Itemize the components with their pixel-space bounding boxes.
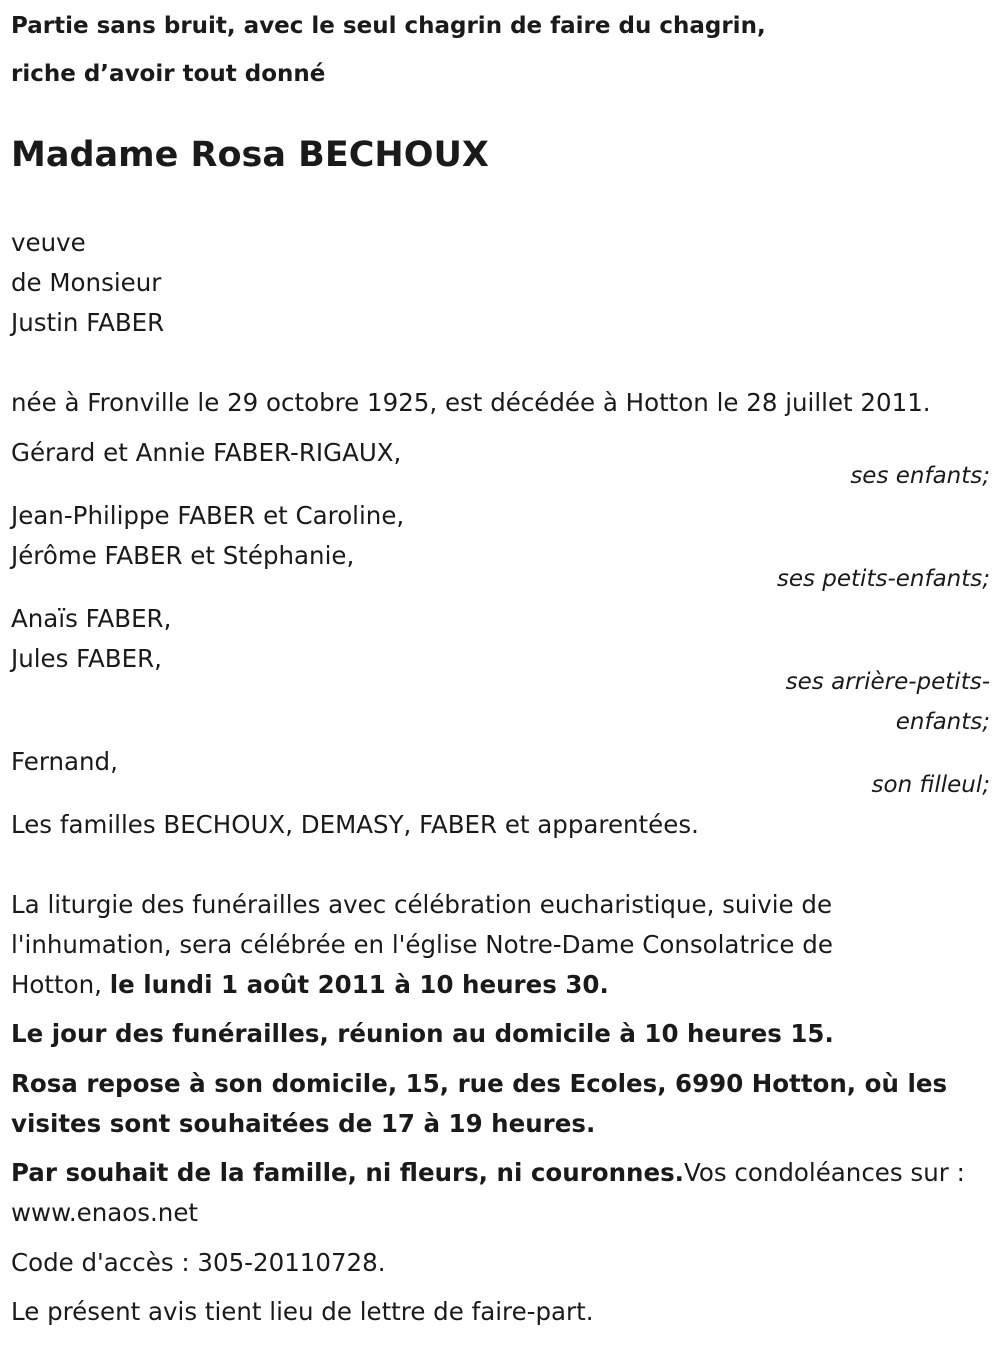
website-link[interactable]: www.enaos.net xyxy=(11,1198,199,1227)
godson-name: Fernand, xyxy=(11,747,118,776)
widow-line-2: de Monsieur xyxy=(11,268,162,297)
meeting-line: Le jour des funérailles, réunion au domicile à 10 heures 15. xyxy=(11,1019,834,1048)
epigraph-line-1: Partie sans bruit, avec le seul chagrin de faire du chagrin, xyxy=(11,13,766,39)
liturgy-line-2: l'inhumation, sera célébrée en l'église Notre-Dame Consolatrice de xyxy=(11,930,833,959)
grandchildren-role: ses petits-enfants; xyxy=(776,566,990,592)
condolences-label: Vos condoléances sur : xyxy=(683,1158,965,1187)
liturgy-line-1: La liturgie des funérailles avec célébration eucharistique, suivie de xyxy=(11,890,833,919)
widow-line-3: Justin FABER xyxy=(11,308,165,337)
birth-death-line: née à Fronville le 29 octobre 1925, est décédée à Hotton le 28 juillet 2011. xyxy=(11,388,931,417)
liturgy-date-time: le lundi 1 août 2011 à 10 heures 30. xyxy=(109,970,609,999)
liturgy-place: Hotton, xyxy=(11,970,110,999)
deceased-name: Madame Rosa BECHOUX xyxy=(11,135,489,175)
great-grandchildren-role-line-1: ses arrière-petits- xyxy=(785,669,990,695)
godson-role: son filleul; xyxy=(871,772,990,798)
great-grandchild-name-2: Jules FABER, xyxy=(11,644,162,673)
epigraph-line-2: riche d’avoir tout donné xyxy=(11,61,326,87)
children-name-1: Gérard et Annie FABER-RIGAUX, xyxy=(11,438,402,467)
grandchild-name-1: Jean-Philippe FABER et Caroline, xyxy=(11,501,405,530)
grandchild-name-2: Jérôme FABER et Stéphanie, xyxy=(11,541,355,570)
great-grandchild-name-1: Anaïs FABER, xyxy=(11,604,172,633)
liturgy-line-3 xyxy=(11,970,609,1000)
widow-line-1: veuve xyxy=(11,228,86,257)
great-grandchildren-role-line-2: enfants; xyxy=(895,709,990,735)
wish-no-flowers: Par souhait de la famille, ni fleurs, ni couronnes. xyxy=(11,1158,684,1187)
families-line: Les familles BECHOUX, DEMASY, FABER et apparentées. xyxy=(11,810,699,839)
access-code: Code d'accès : 305-20110728. xyxy=(11,1248,386,1277)
notice-line: Le présent avis tient lieu de lettre de faire-part. xyxy=(11,1297,594,1326)
wish-line xyxy=(11,1158,965,1188)
rest-line-1: Rosa repose à son domicile, 15, rue des Ecoles, 6990 Hotton, où les xyxy=(11,1069,948,1098)
children-role: ses enfants; xyxy=(850,463,990,489)
rest-line-2: visites sont souhaitées de 17 à 19 heures. xyxy=(11,1109,596,1138)
